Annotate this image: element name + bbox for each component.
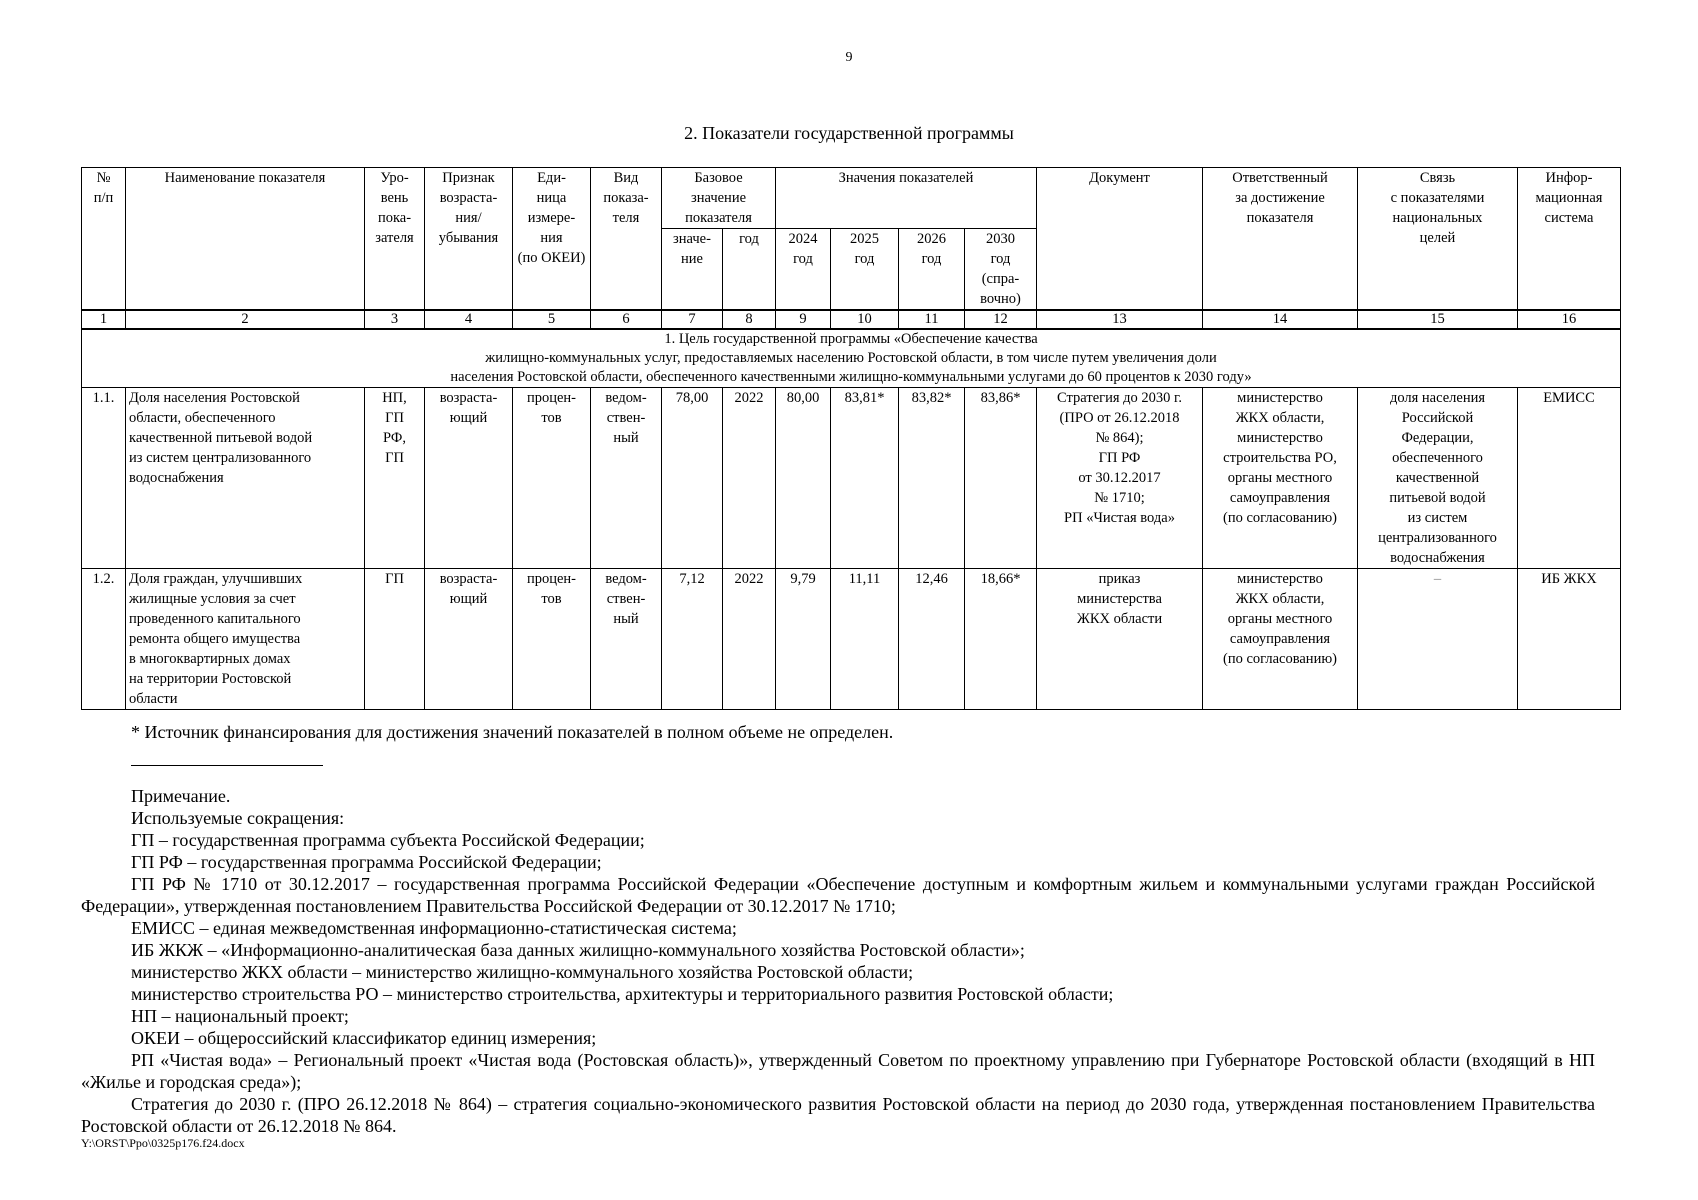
header-responsible: Ответственный за достижение показателя: [1203, 168, 1358, 311]
row-level: ГП: [365, 569, 425, 710]
note-line: НП – национальный проект;: [131, 1006, 349, 1026]
row-document: Стратегия до 2030 г. (ПРО от 26.12.2018 № 864); ГП РФ от 30.12.2017 № 1710; РП «Чистая вода»: [1037, 388, 1203, 569]
funding-footnote: * Источник финансирования для достижения значений показателей в полном объеме не определен.: [131, 722, 894, 742]
note-line: министерство строительства РО – министерство строительства, архитектуры и территориального развития Ростовской области;: [131, 984, 1114, 1004]
row-level: НП, ГП РФ, ГП: [365, 388, 425, 569]
header-values: Значения показателей: [776, 168, 1037, 229]
header-base-value: значе- ние: [662, 229, 723, 311]
header-base-year: год: [723, 229, 776, 311]
header-system: Инфор- мационная система: [1518, 168, 1621, 311]
row-num: 1.2.: [82, 569, 126, 710]
row-system: ИБ ЖКХ: [1518, 569, 1621, 710]
file-path: Y:\ORST\Ppo\0325p176.f24.docx: [81, 1136, 245, 1150]
note-line: РП «Чистая вода» – Региональный проект «Чистая вода (Ростовская область)», утвержденный Советом по проектному управлению при Губернаторе Ростовской области (входящий в НП «Жилье и городская среда»);: [81, 1050, 1595, 1092]
note-line: ОКЕИ – общероссийский классификатор единиц измерения;: [131, 1028, 597, 1048]
row-base-value: 78,00: [662, 388, 723, 569]
col-number: 6: [591, 310, 662, 329]
header-2026: 2026 год: [899, 229, 965, 311]
table-row: [82, 388, 1621, 569]
col-number: 4: [425, 310, 513, 329]
row-2030: 83,86*: [965, 388, 1037, 569]
row-trend: возраста- ющий: [425, 388, 513, 569]
row-2026: 83,82*: [899, 388, 965, 569]
row-link: –: [1358, 569, 1518, 710]
header-kind: Вид показа- теля: [591, 168, 662, 311]
row-responsible: министерство ЖКХ области, министерство строительства РО, органы местного самоуправления (по согласованию): [1203, 388, 1358, 569]
section-title: 2. Показатели государственной программы: [684, 123, 1014, 143]
row-2026: 12,46: [899, 569, 965, 710]
header-level: Уро- вень пока- зателя: [365, 168, 425, 311]
header-num: № п/п: [82, 168, 126, 311]
row-2024: 80,00: [776, 388, 831, 569]
col-number: 2: [126, 310, 365, 329]
header-trend: Признак возраста- ния/ убывания: [425, 168, 513, 311]
goal-text: 1. Цель государственной программы «Обеспечение качества жилищно-коммунальных услуг, предоставляемых населению Ростовской области, в том числе путем увеличения доли населения Ростовской области, обеспеченного качественными жилищно-коммунальными услугами до 60 процентов к 2030 году»: [82, 329, 1621, 388]
header-name: Наименование показателя: [126, 168, 365, 311]
row-trend: возраста- ющий: [425, 569, 513, 710]
note-line: ГП – государственная программа субъекта Российской Федерации;: [131, 830, 645, 850]
row-base-year: 2022: [723, 388, 776, 569]
col-number: 3: [365, 310, 425, 329]
note-line: ИБ ЖКЖ – «Информационно-аналитическая база данных жилищно-коммунального хозяйства Ростовской области»;: [131, 940, 1025, 960]
note-line: ГП РФ № 1710 от 30.12.2017 – государственная программа Российской Федерации «Обеспечение доступным и комфортным жильем и коммунальными услугами граждан Российской Федерации», утвержденная постановлением Правительства Российской Федерации от 30.12.2017 № 1710;: [81, 874, 1595, 916]
row-unit: процен- тов: [513, 569, 591, 710]
row-base-value: 7,12: [662, 569, 723, 710]
col-number: 16: [1518, 310, 1621, 329]
row-unit: процен- тов: [513, 388, 591, 569]
row-system: ЕМИСС: [1518, 388, 1621, 569]
row-document: приказ министерства ЖКХ области: [1037, 569, 1203, 710]
header-row-1: [82, 168, 1621, 229]
note-line: Примечание.: [131, 786, 231, 806]
header-2024: 2024 год: [776, 229, 831, 311]
column-number-row: [82, 310, 1621, 329]
col-number: 1: [82, 310, 126, 329]
col-number: 11: [899, 310, 965, 329]
row-name: Доля граждан, улучшивших жилищные условия за счет проведенного капитального ремонта общего имущества в многоквартирных домах на территории Ростовской области: [126, 569, 365, 710]
row-2030: 18,66*: [965, 569, 1037, 710]
row-responsible: министерство ЖКХ области, органы местного самоуправления (по согласованию): [1203, 569, 1358, 710]
header-unit: Еди- ница измере- ния (по ОКЕИ): [513, 168, 591, 311]
row-2025: 11,11: [831, 569, 899, 710]
table-row: [82, 569, 1621, 710]
col-number: 13: [1037, 310, 1203, 329]
row-base-year: 2022: [723, 569, 776, 710]
abbreviation-notes: [81, 785, 1595, 1137]
note-line: ГП РФ – государственная программа Российской Федерации;: [131, 852, 602, 872]
header-2025: 2025 год: [831, 229, 899, 311]
header-2030: 2030 год (спра- вочно): [965, 229, 1037, 311]
footnote-divider: [131, 765, 323, 766]
note-line: министерство ЖКХ области – министерство жилищно-коммунального хозяйства Ростовской области;: [131, 962, 914, 982]
row-num: 1.1.: [82, 388, 126, 569]
page-number: 9: [845, 50, 853, 65]
col-number: 12: [965, 310, 1037, 329]
indicators-table: [81, 167, 1621, 710]
note-line: ЕМИСС – единая межведомственная информационно-статистическая система;: [131, 918, 737, 938]
row-link: доля населения Российской Федерации, обеспеченного качественной питьевой водой из систем централизованного водоснабжения: [1358, 388, 1518, 569]
col-number: 7: [662, 310, 723, 329]
header-link: Связь с показателями национальных целей: [1358, 168, 1518, 311]
col-number: 14: [1203, 310, 1358, 329]
col-number: 15: [1358, 310, 1518, 329]
col-number: 9: [776, 310, 831, 329]
col-number: 8: [723, 310, 776, 329]
goal-row: [82, 329, 1621, 388]
row-name: Доля населения Ростовской области, обеспеченного качественной питьевой водой из систем централизованного водоснабжения: [126, 388, 365, 569]
col-number: 10: [831, 310, 899, 329]
header-base: Базовое значение показателя: [662, 168, 776, 229]
col-number: 5: [513, 310, 591, 329]
row-2025: 83,81*: [831, 388, 899, 569]
row-kind: ведом- ствен- ный: [591, 569, 662, 710]
note-line: Стратегия до 2030 г. (ПРО 26.12.2018 № 864) – стратегия социально-экономического развития Ростовской области на период до 2030 года, утвержденная постановлением Правительства Ростовской области от 26.12.2018 № 864.: [81, 1094, 1595, 1136]
row-kind: ведом- ствен- ный: [591, 388, 662, 569]
header-document: Документ: [1037, 168, 1203, 311]
note-line: Используемые сокращения:: [131, 808, 345, 828]
row-2024: 9,79: [776, 569, 831, 710]
